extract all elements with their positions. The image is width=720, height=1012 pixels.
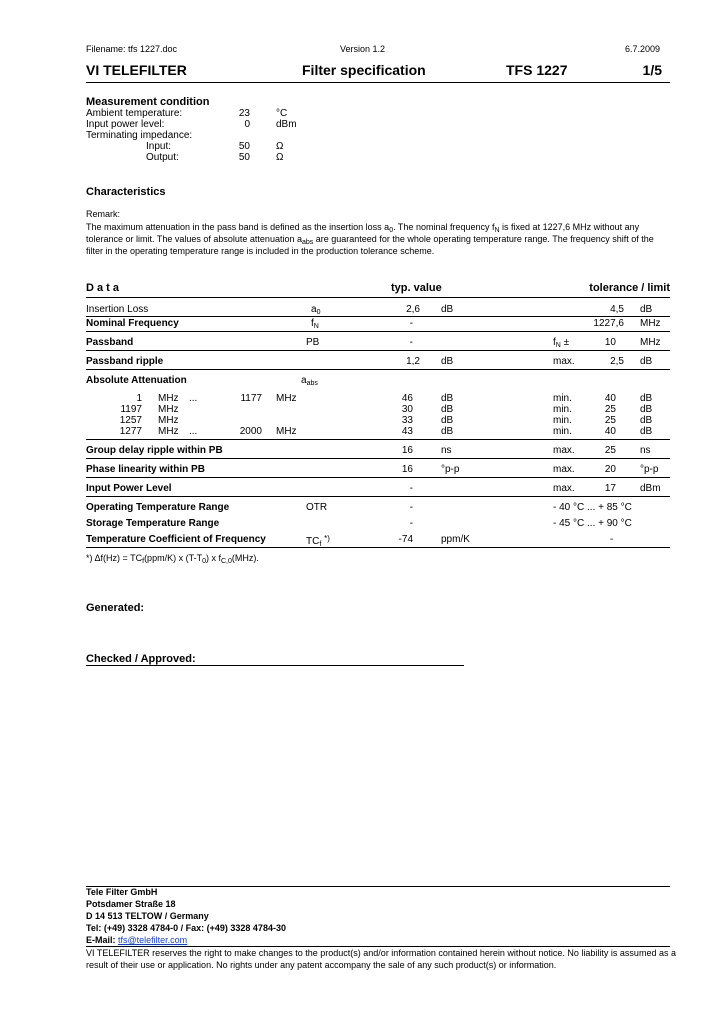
remark-label: Remark: <box>86 209 121 219</box>
phase-typ: 16 <box>401 464 413 475</box>
generated-label: Generated: <box>86 602 145 614</box>
otr-typ: - <box>409 502 413 513</box>
abs-att-label: Absolute Attenuation <box>86 375 187 386</box>
tcf-label: Temperature Coefficient of Frequency <box>86 534 266 545</box>
ripple-limit: 2,5 <box>610 356 624 367</box>
header-divider <box>86 82 670 83</box>
att-row-1-typ-unit: dB <box>441 393 454 404</box>
nominal-freq-symbol: $f_N$ <box>311 318 319 330</box>
checked-label: Checked / Approved: <box>86 653 196 665</box>
row-divider <box>86 458 670 459</box>
row-divider <box>86 369 670 370</box>
row-divider <box>86 477 670 478</box>
input-power-label: Input power level: <box>86 119 165 130</box>
att-row-1-limit-unit: dB <box>640 393 653 404</box>
input-power-level-limit-unit: dBm <box>640 483 661 494</box>
part-number: TFS 1227 <box>506 62 568 78</box>
phase-limit: 20 <box>604 464 616 475</box>
att-row-3-limit-unit: dB <box>640 415 653 426</box>
footer-divider-top <box>86 886 670 887</box>
impedance-output-unit: Ω <box>276 152 284 163</box>
phase-limit-unit: °p-p <box>640 464 659 475</box>
version: Version 1.2 <box>340 44 386 54</box>
ripple-limit-unit: dB <box>640 356 653 367</box>
att-row-4-u2: MHz <box>276 426 297 437</box>
impedance-input-label: Input: <box>146 141 172 152</box>
row-divider <box>86 331 670 332</box>
passband-limit-prefix: $f_N$ ± <box>553 337 570 349</box>
att-row-1-limit-prefix: min. <box>553 393 572 404</box>
passband-label: Passband <box>86 337 134 348</box>
att-row-2-typ-unit: dB <box>441 404 454 415</box>
att-row-2-limit-prefix: min. <box>553 404 572 415</box>
data-header-divider <box>86 297 670 298</box>
email-link[interactable]: tfs@telefilter.com <box>118 935 188 945</box>
group-delay-label: Group delay ripple within PB <box>86 445 223 456</box>
otr-symbol: OTR <box>306 502 328 513</box>
ripple-limit-prefix: max. <box>553 356 575 367</box>
footer-company: Tele Filter GmbH <box>86 887 158 897</box>
otr-label: Operating Temperature Range <box>86 502 230 513</box>
group-delay-limit-unit: ns <box>640 445 651 456</box>
phase-typ-unit: °p-p <box>441 464 460 475</box>
col-tol-header: tolerance / limit <box>589 282 670 294</box>
data-heading: D a t a <box>86 282 120 294</box>
tcf-typ-unit: ppm/K <box>441 534 470 545</box>
ripple-typ: 1,2 <box>406 356 420 367</box>
att-row-4-f1: 1277 <box>119 426 142 437</box>
att-row-4-limit-unit: dB <box>640 426 653 437</box>
impedance-input-unit: Ω <box>276 141 284 152</box>
input-power-level-label: Input Power Level <box>86 483 172 494</box>
ambient-temp-value: 23 <box>238 108 250 119</box>
att-row-1-f2: 1177 <box>240 393 262 404</box>
input-power-level-limit-prefix: max. <box>553 483 575 494</box>
insertion-loss-limit: 4,5 <box>610 304 624 315</box>
group-delay-limit: 25 <box>604 445 616 456</box>
footer-street: Potsdamer Straße 18 <box>86 899 176 909</box>
storage-limit: - 45 °C ... + 90 °C <box>553 518 632 529</box>
ripple-label: Passband ripple <box>86 356 164 367</box>
att-row-3-u1: MHz <box>158 415 179 426</box>
att-row-4-dots: ... <box>189 426 198 437</box>
att-row-1-u2: MHz <box>276 393 297 404</box>
row-divider <box>86 316 670 317</box>
att-row-2-f1: 1197 <box>120 404 142 415</box>
doc-title: Filter specification <box>302 62 426 78</box>
filename: Filename: tfs 1227.doc <box>86 44 178 54</box>
att-row-2-u1: MHz <box>158 404 179 415</box>
impedance-output-label: Output: <box>146 152 179 163</box>
otr-limit: - 40 °C ... + 85 °C <box>553 502 632 513</box>
group-delay-typ: 16 <box>401 445 413 456</box>
row-divider <box>86 547 670 548</box>
signature-line <box>86 665 464 666</box>
att-row-3-typ: 33 <box>401 415 413 426</box>
impedance-output-value: 50 <box>238 152 250 163</box>
passband-symbol: PB <box>306 337 320 348</box>
ambient-temp-label: Ambient temperature: <box>86 108 183 119</box>
att-row-2-limit: 25 <box>604 404 616 415</box>
nominal-freq-typ: - <box>409 318 413 329</box>
att-row-1-typ: 46 <box>401 393 413 404</box>
att-row-2-limit-unit: dB <box>640 404 653 415</box>
insertion-loss-typ-unit: dB <box>441 304 454 315</box>
row-divider <box>86 439 670 440</box>
phase-label: Phase linearity within PB <box>86 464 205 475</box>
nominal-freq-limit-unit: MHz <box>640 318 661 329</box>
footer-city: D 14 513 TELTOW / Germany <box>86 911 209 921</box>
storage-typ: - <box>409 518 413 529</box>
remark-text: The maximum attenuation in the pass band is defined as the insertion loss $a_0$. The nominal frequency $f_N$ is fixed at 1227,6 MHz without any tolerance or limit. The values of absolute attenuation $a_{abs}$ are guaranteed for the whole operating temperature range. The frequency shift of the filter in the operating temperature range is included in the production tolerance scheme. <box>86 222 654 256</box>
att-row-3-limit: 25 <box>604 415 616 426</box>
doc-date: 6.7.2009 <box>624 44 660 54</box>
nominal-freq-label: Nominal Frequency <box>86 318 179 329</box>
att-row-4-typ-unit: dB <box>441 426 454 437</box>
insertion-loss-symbol: $a_0$ <box>311 304 321 316</box>
impedance-input-value: 50 <box>238 141 250 152</box>
passband-limit-unit: MHz <box>640 337 661 348</box>
measurement-title: Measurement condition <box>86 96 210 108</box>
footer-phone-fax: Tel: (+49) 3328 4784-0 / Fax: (+49) 3328 4784-30 <box>86 923 286 933</box>
col-typ-header: typ. value <box>391 282 442 294</box>
att-row-4-limit: 40 <box>604 426 616 437</box>
insertion-loss-typ: 2,6 <box>406 304 420 315</box>
tcf-typ: -74 <box>398 534 413 545</box>
company-logo-text: VI TELEFILTER <box>86 62 187 78</box>
att-row-4-u1: MHz <box>158 426 179 437</box>
att-row-3-f1: 1257 <box>119 415 142 426</box>
group-delay-typ-unit: ns <box>441 445 452 456</box>
footer-disclaimer: VI TELEFILTER reserves the right to make changes to the product(s) and/or information contained herein without notice. No liability is assumed as a result of their use or application. No rights under any patent accompany the sale of any such product(s) or information. <box>86 948 676 970</box>
abs-att-symbol: $a_{abs}$ <box>301 375 318 387</box>
ripple-typ-unit: dB <box>441 356 454 367</box>
passband-typ: - <box>409 337 413 348</box>
att-row-4-typ: 43 <box>401 426 413 437</box>
storage-label: Storage Temperature Range <box>86 518 220 529</box>
att-row-3-limit-prefix: min. <box>553 415 572 426</box>
characteristics-title: Characteristics <box>86 186 166 198</box>
att-row-1-limit: 40 <box>604 393 616 404</box>
input-power-unit: dBm <box>276 119 297 130</box>
att-row-4-f2: 2000 <box>239 426 262 437</box>
passband-limit: 10 <box>604 337 616 348</box>
row-divider <box>86 496 670 497</box>
att-row-4-limit-prefix: min. <box>553 426 572 437</box>
att-row-1-f1: 1 <box>136 393 142 404</box>
page-number: 1/5 <box>642 62 662 78</box>
row-divider <box>86 350 670 351</box>
nominal-freq-limit: 1227,6 <box>593 318 624 329</box>
tcf-limit: - <box>610 534 614 545</box>
att-row-2-typ: 30 <box>401 404 413 415</box>
footer-email: E-Mail: tfs@telefilter.com <box>86 935 188 945</box>
impedance-label: Terminating impedance: <box>86 130 193 141</box>
input-power-value: 0 <box>244 119 250 130</box>
tcf-symbol: $TC_f$ *) <box>306 534 330 548</box>
phase-limit-prefix: max. <box>553 464 575 475</box>
input-power-level-limit: 17 <box>604 483 616 494</box>
ambient-temp-unit: °C <box>276 108 288 119</box>
att-row-1-dots: ... <box>189 393 198 404</box>
tcf-footnote: *) $\Delta f(Hz) = TC_f(ppm/K)$ x $(T-T_0)$ x $f_{C,0}(MHz)$. <box>86 553 259 565</box>
group-delay-limit-prefix: max. <box>553 445 575 456</box>
insertion-loss-limit-unit: dB <box>640 304 653 315</box>
att-row-1-u1: MHz <box>158 393 179 404</box>
att-row-3-typ-unit: dB <box>441 415 454 426</box>
input-power-level-typ: - <box>409 483 413 494</box>
insertion-loss-label: Insertion Loss <box>86 304 149 315</box>
